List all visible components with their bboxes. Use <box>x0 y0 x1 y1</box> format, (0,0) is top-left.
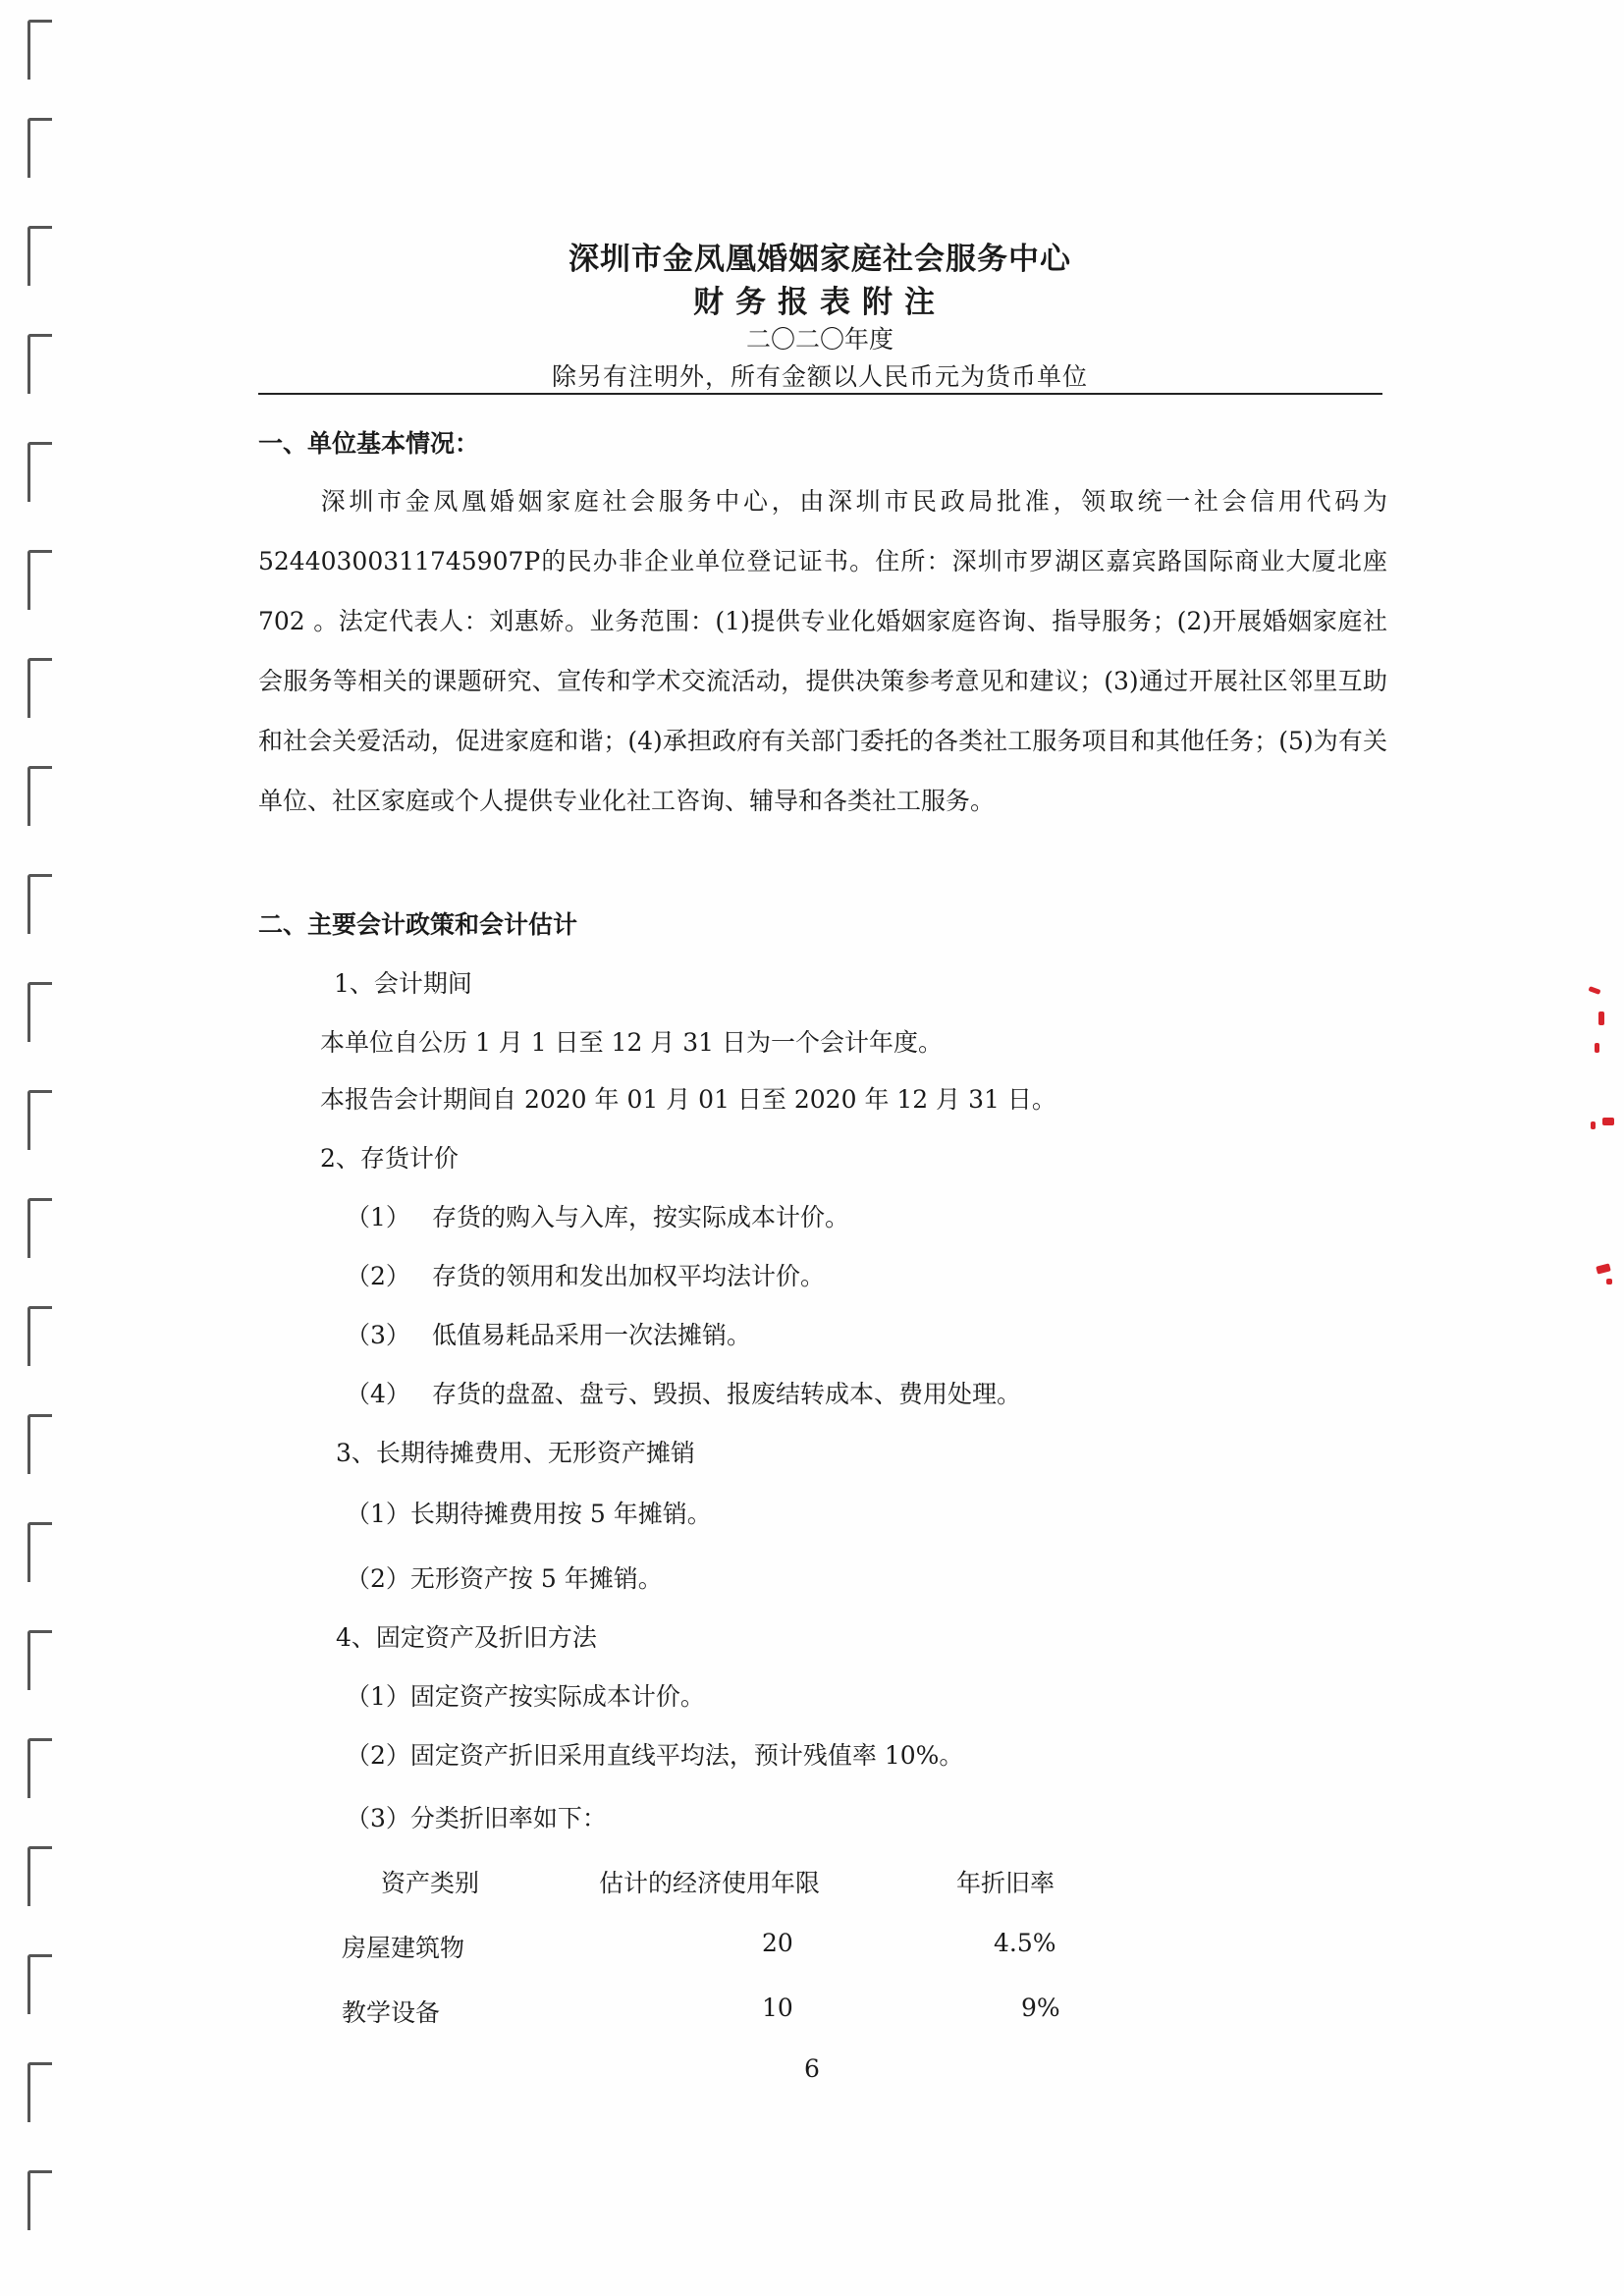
table-cell-asset-class: 房屋建筑物 <box>342 1934 465 1962</box>
binding-mark <box>27 1306 52 1366</box>
basic-info-text: 深圳市金凤凰婚姻家庭社会服务中心，由深圳市民政局批准，领取统一社会信用代码为52440300311745907P的民办非企业单位登记证书。住所：深圳市罗湖区嘉宾路国际商业大厦北座702 。法定代表人：刘惠娇。业务范围：(1)提供专业化婚姻家庭咨询、指导服务；(2)开展婚姻家庭社会服务等相关的课题研究、宣传和学术交流活动，提供决策参考意见和建议；(3)通过开展社区邻里互助和社会关爱活动，促进家庭和谐；(4)承担政府有关部门委托的各类社工服务项目和其他任务；(5)为有关单位、社区家庭或个人提供专业化社工咨询、辅导和各类社工服务。 <box>258 487 1387 815</box>
fixed-assets-line-1: （1）固定资产按实际成本计价。 <box>346 1682 705 1711</box>
organization-title: 深圳市金凤凰婚姻家庭社会服务中心 <box>568 242 1071 277</box>
amortization-line-1: （1）长期待摊费用按 5 年摊销。 <box>346 1500 712 1528</box>
accounting-period-title: 1、会计期间 <box>334 969 472 998</box>
inventory-item-text: 存货的购入与入库，按实际成本计价。 <box>432 1203 850 1231</box>
depreciation-table-header <box>0 1864 1624 1903</box>
page-number: 6 <box>804 2054 820 2083</box>
binding-mark <box>27 874 52 934</box>
binding-mark <box>27 118 52 178</box>
amortization-title: 3、长期待摊费用、无形资产摊销 <box>336 1439 695 1467</box>
table-cell-depreciation-rate: 9% <box>1021 1994 1060 2022</box>
inventory-item-text: 存货的领用和发出加权平均法计价。 <box>432 1262 826 1290</box>
binding-mark <box>27 1522 52 1582</box>
stamp-edge-mark <box>1602 1118 1614 1125</box>
table-cell-asset-class: 教学设备 <box>342 1998 441 2027</box>
stamp-edge-mark <box>1598 1011 1604 1025</box>
inventory-item-number: （1） <box>346 1203 410 1231</box>
binding-mark <box>27 2170 52 2230</box>
table-row <box>0 1994 1624 2033</box>
binding-mark <box>27 766 52 826</box>
stamp-edge-mark <box>1591 1121 1596 1129</box>
fixed-assets-line-2: （2）固定资产折旧采用直线平均法，预计残值率 10%。 <box>346 1741 964 1770</box>
report-year: 二〇二〇年度 <box>745 325 893 354</box>
fixed-assets-title: 4、固定资产及折旧方法 <box>336 1623 597 1652</box>
header-divider <box>258 393 1382 395</box>
document-title: 财务报表附注 <box>693 285 947 320</box>
binding-mark <box>27 1630 52 1690</box>
inventory-item-text: 低值易耗品采用一次法摊销。 <box>432 1321 752 1349</box>
binding-mark <box>27 1198 52 1258</box>
binding-mark <box>27 550 52 610</box>
inventory-item-number: （2） <box>346 1262 410 1290</box>
inventory-title: 2、存货计价 <box>320 1144 459 1173</box>
table-cell-useful-life: 10 <box>762 1994 793 2022</box>
accounting-period-line-2: 本报告会计期间自 2020 年 01 月 01 日至 2020 年 12 月 31 日。 <box>320 1085 1056 1114</box>
binding-mark <box>27 2062 52 2122</box>
table-row <box>0 1929 1624 1968</box>
table-header-useful-life: 估计的经济使用年限 <box>599 1869 821 1897</box>
stamp-edge-mark <box>1606 1279 1612 1285</box>
binding-mark <box>27 20 52 80</box>
stamp-edge-mark <box>1589 986 1601 995</box>
stamp-edge-mark <box>1595 1043 1599 1053</box>
section-heading-basic-info: 一、单位基本情况： <box>258 429 480 458</box>
binding-mark <box>27 1414 52 1474</box>
amortization-line-2: （2）无形资产按 5 年摊销。 <box>346 1564 663 1593</box>
section-heading-accounting-policies: 二、主要会计政策和会计估计 <box>258 910 578 939</box>
binding-mark <box>27 982 52 1042</box>
inventory-item-number: （4） <box>346 1380 410 1408</box>
table-header-asset-class: 资产类别 <box>381 1869 480 1897</box>
fixed-assets-line-3: （3）分类折旧率如下： <box>346 1804 607 1832</box>
binding-mark <box>27 1738 52 1798</box>
table-header-depreciation-rate: 年折旧率 <box>956 1869 1056 1897</box>
binding-mark <box>27 658 52 718</box>
binding-mark <box>27 226 52 286</box>
currency-note: 除另有注明外，所有金额以人民币元为货币单位 <box>551 362 1088 391</box>
inventory-item-number: （3） <box>346 1321 410 1349</box>
inventory-item-text: 存货的盘盈、盘亏、毁损、报废结转成本、费用处理。 <box>432 1380 1022 1408</box>
binding-mark <box>27 334 52 394</box>
basic-info-paragraph <box>258 471 1387 831</box>
binding-mark <box>27 442 52 502</box>
accounting-period-line-1: 本单位自公历 1 月 1 日至 12 月 31 日为一个会计年度。 <box>320 1028 944 1057</box>
table-cell-useful-life: 20 <box>762 1929 793 1957</box>
binding-mark <box>27 1090 52 1150</box>
table-cell-depreciation-rate: 4.5% <box>994 1929 1056 1957</box>
stamp-edge-mark <box>1596 1263 1611 1274</box>
